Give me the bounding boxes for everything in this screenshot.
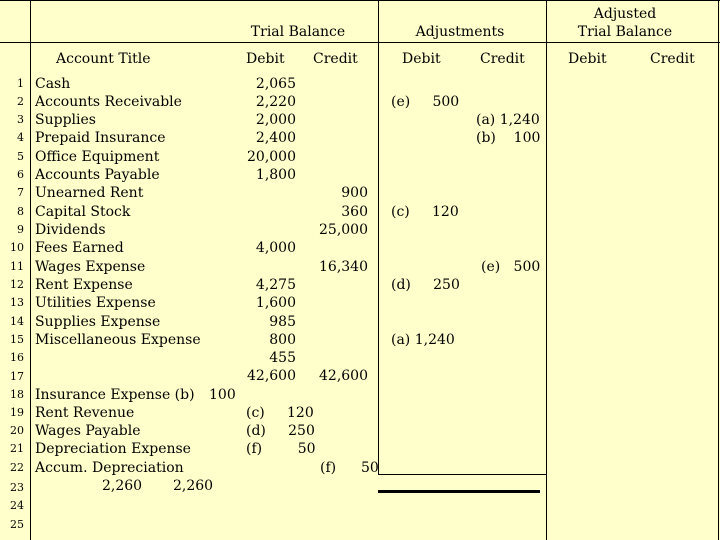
row-number: 18 — [10, 388, 24, 401]
tb-debit-amount: 2,000 — [255, 112, 296, 128]
grid-line — [0, 42, 720, 43]
row-number: 20 — [10, 424, 24, 437]
header-account-title: Account Title — [56, 51, 151, 67]
grid-line — [718, 0, 719, 540]
double-underline — [378, 490, 540, 493]
rent-revenue-label: Rent Revenue — [35, 405, 135, 421]
wages-payable-label: Wages Payable — [35, 423, 141, 439]
accum-depreciation-label: Accum. Depreciation — [35, 460, 184, 476]
row-number: 13 — [10, 296, 24, 309]
account-title: Dividends — [35, 222, 106, 238]
accum-depreciation-ref: (f) — [320, 460, 337, 476]
tb-credit-amount: 16,340 — [319, 259, 368, 275]
row-number: 5 — [17, 150, 24, 163]
row-number: 12 — [10, 278, 24, 291]
tb-debit-amount: 20,000 — [247, 149, 296, 165]
depreciation-expense-amount: (f) 50 — [246, 441, 316, 457]
tb-debit-amount: 4,000 — [255, 240, 296, 256]
adj-credit-row3: (a) 1,240 — [476, 112, 540, 128]
tb-debit-amount: 4,275 — [255, 277, 296, 293]
row-number: 19 — [10, 406, 24, 419]
tb-debit-amount: 1,800 — [255, 167, 296, 183]
grid-line — [0, 0, 720, 1]
grid-line — [30, 0, 31, 540]
adj-total-left: 2,260 — [102, 478, 143, 494]
row-number: 14 — [10, 315, 24, 328]
tb-debit-total: 42,600 — [247, 368, 296, 384]
row-number: 1 — [17, 77, 24, 90]
account-title: Wages Expense — [35, 259, 146, 275]
row-number: 10 — [10, 241, 24, 254]
header-adjusted-line1: Adjusted — [593, 6, 657, 22]
tb-credit-amount: 25,000 — [319, 222, 368, 238]
insurance-expense-label: Insurance Expense (b) — [35, 387, 195, 403]
adj-credit-row4: (b) 100 — [476, 130, 541, 146]
account-title: Accounts Receivable — [35, 94, 182, 110]
row-number: 11 — [10, 260, 24, 273]
adj-debit-row8: (c) 120 — [391, 204, 459, 220]
adj-debit-row15: (a) 1,240 — [391, 332, 455, 348]
adj-debit-row2: (e) 500 — [391, 94, 460, 110]
row-number: 23 — [10, 481, 24, 494]
account-title: Cash — [35, 76, 71, 92]
row-number: 24 — [10, 499, 24, 512]
row-number: 9 — [17, 223, 24, 236]
row-number: 15 — [10, 333, 24, 346]
tb-debit-amount: 1,600 — [255, 295, 296, 311]
header-adjustments: Adjustments — [415, 24, 505, 40]
row-number: 4 — [17, 131, 24, 144]
tb-debit-amount: 2,065 — [255, 76, 296, 92]
tb-debit-amount: 455 — [269, 350, 296, 366]
account-title: Rent Expense — [35, 277, 133, 293]
tb-credit-amount: 360 — [341, 204, 368, 220]
tb-debit-amount: 985 — [269, 314, 296, 330]
row-number: 16 — [10, 351, 24, 364]
account-title: Capital Stock — [35, 204, 131, 220]
tb-debit-amount: 2,400 — [255, 130, 296, 146]
account-title: Utilities Expense — [35, 295, 156, 311]
insurance-expense-amount: 100 — [209, 387, 236, 403]
account-title: Accounts Payable — [35, 167, 160, 183]
account-title: Fees Earned — [35, 240, 124, 256]
account-title: Miscellaneous Expense — [35, 332, 201, 348]
tb-debit-amount: 800 — [269, 332, 296, 348]
row-number: 6 — [17, 168, 24, 181]
rent-revenue-amount: (c) 120 — [246, 405, 314, 421]
header-tb-debit: Debit — [246, 51, 285, 67]
header-adj-credit: Credit — [480, 51, 525, 67]
row-number: 3 — [17, 113, 24, 126]
row-number: 25 — [10, 518, 24, 531]
row-number: 21 — [10, 442, 24, 455]
header-adjusted-line2: Trial Balance — [577, 24, 673, 40]
account-title: Supplies — [35, 112, 96, 128]
header-tb-credit: Credit — [313, 51, 358, 67]
depreciation-expense-label: Depreciation Expense — [35, 441, 191, 457]
header-atb-debit: Debit — [568, 51, 607, 67]
account-title: Prepaid Insurance — [35, 130, 166, 146]
row-number: 8 — [17, 205, 24, 218]
adj-debit-row12: (d) 250 — [391, 277, 460, 293]
grid-line — [546, 0, 547, 540]
tb-credit-total: 42,600 — [319, 368, 368, 384]
account-title: Unearned Rent — [35, 185, 144, 201]
accum-depreciation-amount: 50 — [361, 460, 379, 476]
header-trial-balance: Trial Balance — [250, 24, 346, 40]
tb-debit-amount: 2,220 — [255, 94, 296, 110]
row-number: 17 — [10, 370, 24, 383]
header-atb-credit: Credit — [650, 51, 695, 67]
account-title: Office Equipment — [35, 149, 160, 165]
grid-line — [378, 474, 546, 475]
adj-total-right: 2,260 — [173, 478, 214, 494]
row-number: 2 — [17, 95, 24, 108]
wages-payable-amount: (d) 250 — [246, 423, 315, 439]
row-number: 7 — [17, 186, 24, 199]
grid-line — [378, 0, 379, 475]
row-number: 22 — [10, 461, 24, 474]
adj-credit-row11: (e) 500 — [481, 259, 541, 275]
tb-credit-amount: 900 — [341, 185, 368, 201]
account-title: Supplies Expense — [35, 314, 161, 330]
header-adj-debit: Debit — [402, 51, 441, 67]
